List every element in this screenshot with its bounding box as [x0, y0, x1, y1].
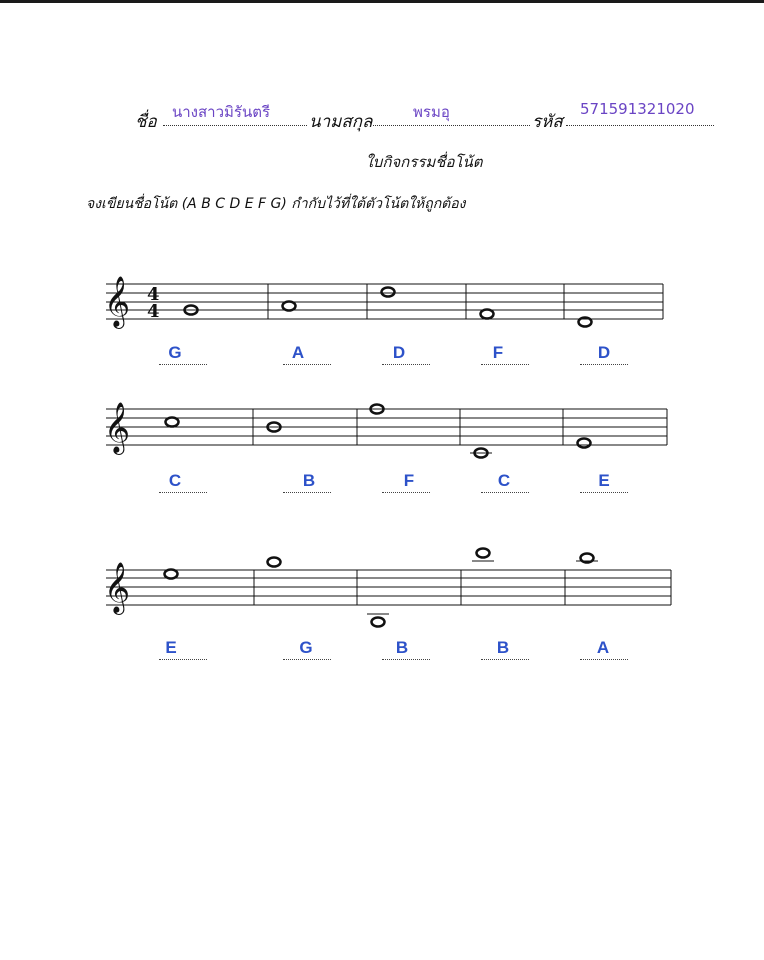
answer-field[interactable]: A	[291, 343, 305, 362]
whole-note-icon	[475, 449, 488, 458]
answer-dotted-line	[481, 364, 529, 365]
answer-field[interactable]: D	[597, 343, 611, 362]
treble-clef-icon: 𝄞	[104, 402, 131, 453]
whole-note-icon	[579, 318, 592, 327]
answer-field[interactable]: D	[392, 343, 406, 362]
answer-dotted-line	[159, 659, 207, 660]
answer-dotted-line	[481, 659, 529, 660]
answer-dotted-line	[159, 364, 207, 365]
treble-clef-icon: 𝄞	[104, 276, 131, 327]
answer-field[interactable]: C	[497, 471, 511, 490]
time-sig-bottom: 4	[147, 301, 160, 322]
surname-dotted-line	[373, 125, 530, 126]
whole-note-icon	[268, 558, 281, 567]
whole-note-icon	[581, 554, 594, 563]
answer-field[interactable]: B	[302, 471, 316, 490]
id-field[interactable]: 571591321020	[580, 100, 695, 118]
answer-dotted-line	[283, 364, 331, 365]
id-label: รหัส	[532, 112, 563, 132]
name-dotted-line	[163, 125, 307, 126]
surname-label: นามสกุล	[309, 112, 373, 132]
answer-field[interactable]: F	[492, 343, 504, 362]
answer-dotted-line	[159, 492, 207, 493]
whole-note-icon	[166, 418, 179, 427]
time-sig-top: 4	[147, 284, 160, 305]
whole-note-icon	[371, 405, 384, 414]
answer-dotted-line	[580, 659, 628, 660]
answer-dotted-line	[481, 492, 529, 493]
answer-dotted-line	[580, 492, 628, 493]
staff-1-notes	[185, 288, 592, 327]
answer-dotted-line	[580, 364, 628, 365]
name-field[interactable]: นางสาวมิรันตรี	[172, 103, 270, 121]
whole-note-icon	[477, 549, 490, 558]
answer-field[interactable]: F	[403, 471, 415, 490]
answer-field[interactable]: G	[168, 343, 182, 362]
answer-dotted-line	[283, 492, 331, 493]
instruction-text: จงเขียนชื่อโน้ต (A B C D E F G) กำกับไว้ที่ใต้ตัวโน้ตให้ถูกต้อง	[86, 196, 466, 212]
answer-dotted-line	[382, 659, 430, 660]
whole-note-icon	[578, 439, 591, 448]
answer-dotted-line	[382, 364, 430, 365]
whole-note-icon	[481, 310, 494, 319]
id-dotted-line	[566, 125, 714, 126]
surname-field[interactable]: พรมอุ	[413, 103, 450, 121]
top-border	[0, 0, 764, 3]
answer-field[interactable]: A	[596, 638, 610, 657]
staff-1-lines	[106, 284, 663, 319]
answer-field[interactable]: B	[395, 638, 409, 657]
answer-field[interactable]: E	[598, 471, 610, 490]
answer-field[interactable]: E	[165, 638, 177, 657]
answer-dotted-line	[283, 659, 331, 660]
whole-note-icon	[268, 423, 281, 432]
sheet-title: ใบกิจกรรมชื่อโน้ต	[365, 153, 483, 171]
name-label: ชื่อ	[135, 112, 157, 132]
treble-clef-icon: 𝄞	[104, 562, 131, 613]
whole-note-icon	[372, 618, 385, 627]
whole-note-icon	[382, 288, 395, 297]
answer-dotted-line	[382, 492, 430, 493]
answer-field[interactable]: G	[299, 638, 313, 657]
whole-note-icon	[185, 306, 198, 315]
student-info-row	[0, 100, 764, 130]
answer-field[interactable]: C	[168, 471, 182, 490]
answer-field[interactable]: B	[496, 638, 510, 657]
whole-note-icon	[165, 570, 178, 579]
whole-note-icon	[283, 302, 296, 311]
